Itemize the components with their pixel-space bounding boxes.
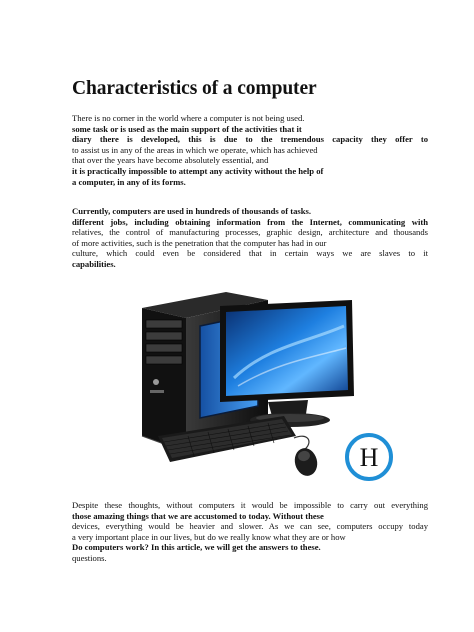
paragraph-intro <box>72 113 428 187</box>
text-line: devices, everything would be heavier and slower. As we can see, computers occupy today <box>72 521 428 532</box>
text-line: a very important place in our lives, but do we really know what they are or how <box>72 531 346 542</box>
text-line: it is practically impossible to attempt any activity without the help of <box>72 165 324 176</box>
logo-letter: H <box>359 443 379 472</box>
paragraph-uses <box>72 206 428 270</box>
paragraph-conclusion <box>72 500 428 564</box>
text-line: capabilities. <box>72 258 116 269</box>
mouse-cable <box>294 436 309 450</box>
text-line: relatives, the control of manufacturing processes, graphic design, architecture and thousands <box>72 227 428 238</box>
text-line: a computer, in any of its forms. <box>72 176 186 187</box>
text-line: some task or is used as the main support of the activities that it <box>72 123 302 134</box>
text-line: culture, which could even be considered that in certain ways we are slaves to it <box>72 248 428 259</box>
text-line: diary there is developed, this is due to the tremendous capacity they offer to <box>72 134 428 145</box>
text-line: those amazing things that we are accustomed to today. Without these <box>72 510 324 521</box>
text-line: Currently, computers are used in hundreds of thousands of tasks. <box>72 206 311 216</box>
text-line: questions. <box>72 552 107 563</box>
text-line: of more activities, such is the penetration that the computer has had in our <box>72 237 327 248</box>
document-title: Characteristics of a computer <box>72 78 317 99</box>
text-line: to assist us in any of the areas in which we operate, which has achieved <box>72 144 318 155</box>
text-line: There is no corner in the world where a computer is not being used. <box>72 113 305 123</box>
text-line: that over the years have become absolutely essential, and <box>72 155 269 166</box>
mouse <box>292 446 320 479</box>
text-line: Despite these thoughts, without computers it would be impossible to carry out everything <box>72 500 428 510</box>
text-line: different jobs, including obtaining information from the Internet, communicating with <box>72 216 428 227</box>
text-line: Do computers work? In this article, we will get the answers to these. <box>72 542 321 553</box>
logo-badge <box>336 432 402 482</box>
